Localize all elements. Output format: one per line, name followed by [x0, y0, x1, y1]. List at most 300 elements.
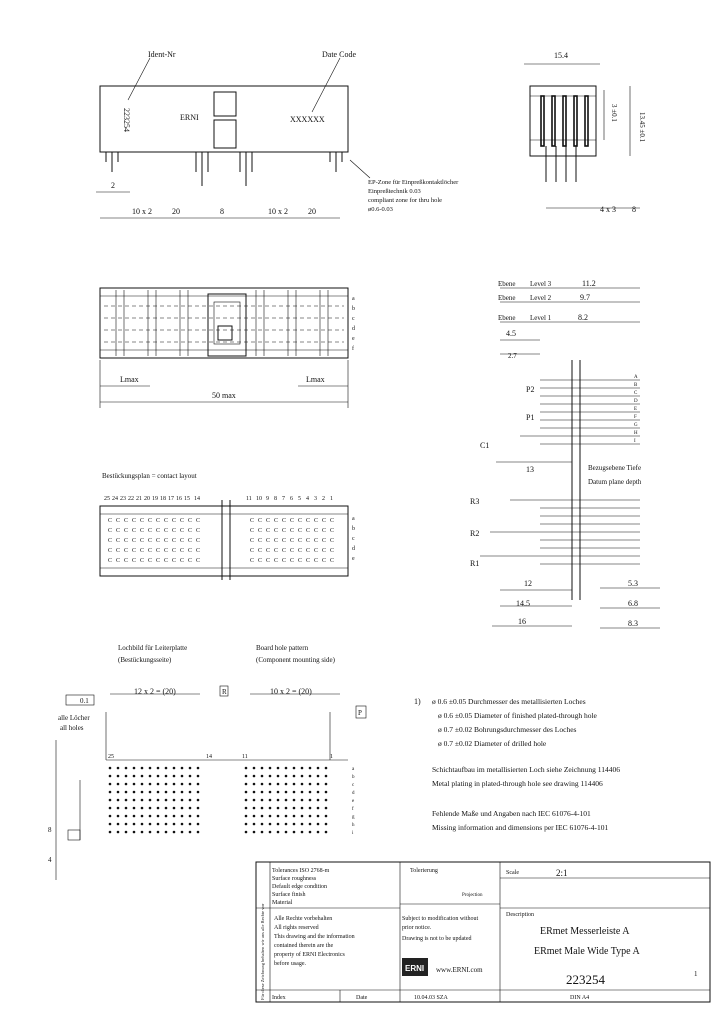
contact-cell-4-2: C [140, 538, 145, 544]
contact-cell-11-1: C [196, 528, 201, 534]
top-row-b: b [352, 306, 355, 312]
contact-num-9: 9 [266, 496, 269, 502]
title-block [256, 862, 710, 1002]
hole-14-4 [261, 799, 264, 802]
hole-13-4 [253, 799, 256, 802]
contact-cell-15-1: C [274, 528, 279, 534]
contact-cell-17-1: C [290, 528, 295, 534]
contact-cell-3-1: C [132, 528, 137, 534]
contact-cell-4-0: C [140, 518, 145, 524]
contact-cell-7-0: C [164, 518, 169, 524]
hole-20-1 [309, 775, 312, 778]
hole-14-5 [261, 807, 264, 810]
note-4: ø 0.7 ±0.02 Diameter of drilled hole [438, 739, 547, 748]
hole-6-6 [157, 815, 160, 818]
contact-cell-16-4: C [282, 558, 287, 564]
rights-1: This drawing and the information [274, 934, 355, 940]
hole-17-5 [285, 807, 288, 810]
dim-10x2-left: 10 x 2 [132, 207, 152, 216]
hole-19-5 [301, 807, 304, 810]
contact-cell-18-1: C [298, 528, 303, 534]
dim-12: 12 [524, 579, 532, 588]
hole-3-7 [133, 823, 136, 826]
contact-row-d: d [352, 546, 355, 552]
date-value: 10.04.03 SZA [414, 995, 448, 1001]
hole-0-3 [109, 791, 112, 794]
hole-18-5 [293, 807, 296, 810]
contact-cell-2-4: C [124, 558, 129, 564]
hole-1-6 [117, 815, 120, 818]
contact-cell-8-2: C [172, 538, 177, 544]
label-r1: R1 [470, 559, 480, 568]
contact-cell-16-3: C [282, 548, 287, 554]
dim-11-2: 11.2 [582, 279, 596, 288]
hole-18-3 [293, 791, 296, 794]
hole-14-8 [261, 831, 264, 834]
hole-row-b: b [352, 775, 355, 780]
hole-20-3 [309, 791, 312, 794]
contact-cell-4-4: C [140, 558, 145, 564]
rights-4: before usage. [274, 961, 306, 967]
contact-cell-18-4: C [298, 558, 303, 564]
tol-1: Tolerances ISO 2768-m [272, 868, 330, 874]
contact-num-7: 7 [282, 496, 285, 502]
contact-cell-15-3: C [274, 548, 279, 554]
hole-9-4 [181, 799, 184, 802]
contact-cell-3-3: C [132, 548, 137, 554]
contact-cell-21-0: C [322, 518, 327, 524]
hole-10-8 [189, 831, 192, 834]
hole-6-8 [157, 831, 160, 834]
contact-cell-15-0: C [274, 518, 279, 524]
level-3: Level 3 [530, 280, 552, 288]
contact-cell-1-3: C [116, 548, 121, 554]
contact-cell-10-1: C [188, 528, 193, 534]
datum-en: Datum plane depth [588, 478, 642, 486]
hole-18-6 [293, 815, 296, 818]
hole-8-3 [173, 791, 176, 794]
hole-4-1 [141, 775, 144, 778]
hole-19-8 [301, 831, 304, 834]
contact-cell-0-3: C [108, 548, 113, 554]
hole-4-4 [141, 799, 144, 802]
contact-cell-1-0: C [116, 518, 121, 524]
hole-12-8 [245, 831, 248, 834]
tol-01: 0.1 [80, 697, 89, 705]
box-p: P [358, 709, 362, 717]
hole-17-3 [285, 791, 288, 794]
contact-row-b: b [352, 526, 355, 532]
dim-2-7: 2.7 [508, 352, 517, 360]
erni-logo [402, 958, 428, 976]
hole-8-4 [173, 799, 176, 802]
contact-num-18: 18 [160, 496, 166, 502]
projection: Projection [462, 893, 483, 898]
hole-num-25: 25 [108, 754, 114, 760]
hole-9-0 [181, 767, 184, 770]
contact-cell-18-0: C [298, 518, 303, 524]
contact-cell-3-0: C [132, 518, 137, 524]
ebene-1: Ebene [498, 314, 516, 322]
contact-cell-18-2: C [298, 538, 303, 544]
contact-cell-5-3: C [148, 548, 153, 554]
hole-15-8 [269, 831, 272, 834]
hole-17-7 [285, 823, 288, 826]
hole-19-7 [301, 823, 304, 826]
hole-9-7 [181, 823, 184, 826]
note-7: Fehlende Maße und Angaben nach IEC 61076-4-101 [432, 809, 591, 818]
hole-7-8 [165, 831, 168, 834]
hole-9-8 [181, 831, 184, 834]
scale-value: 2:1 [556, 868, 568, 878]
subject-2: prior notice. [402, 925, 432, 931]
contact-cell-20-1: C [314, 528, 319, 534]
hole-13-1 [253, 775, 256, 778]
subject-3: Drawing is not to be updated [402, 936, 472, 942]
contact-cell-13-4: C [258, 558, 263, 564]
hole-4-3 [141, 791, 144, 794]
hole-6-7 [157, 823, 160, 826]
hole-12-3 [245, 791, 248, 794]
hole-2-0 [125, 767, 128, 770]
rights-2: contained therein are the [274, 943, 334, 949]
hole-19-0 [301, 767, 304, 770]
hole-1-4 [117, 799, 120, 802]
hole-20-2 [309, 783, 312, 786]
contact-cell-12-2: C [250, 538, 255, 544]
hole-7-1 [165, 775, 168, 778]
hole-5-4 [149, 799, 152, 802]
hole-10-1 [189, 775, 192, 778]
hole-num-11: 11 [242, 754, 248, 760]
label-r2: R2 [470, 529, 480, 538]
hole-9-3 [181, 791, 184, 794]
top-view-slots [116, 290, 328, 356]
hole-2-2 [125, 783, 128, 786]
contact-num-2: 2 [322, 496, 325, 502]
hole-4-8 [141, 831, 144, 834]
hole-19-6 [301, 815, 304, 818]
dim-14-5: 14.5 [516, 599, 530, 608]
hole-22-4 [325, 799, 328, 802]
level-pins-lower [480, 500, 640, 564]
level-letter-g: G [634, 423, 638, 428]
hole-16-8 [277, 831, 280, 834]
scale-label: Scale [506, 870, 519, 876]
hole-7-2 [165, 783, 168, 786]
contact-cell-16-2: C [282, 538, 287, 544]
contact-num-23: 23 [120, 496, 126, 502]
contact-cell-0-1: C [108, 528, 113, 534]
hole-21-8 [317, 831, 320, 834]
contact-row-e: e [352, 556, 355, 562]
hole-20-5 [309, 807, 312, 810]
dim-50max: 50 max [212, 391, 236, 400]
contact-cell-21-1: C [322, 528, 327, 534]
contact-cell-21-2: C [322, 538, 327, 544]
hole-17-0 [285, 767, 288, 770]
hole-1-3 [117, 791, 120, 794]
hole-5-5 [149, 807, 152, 810]
lmax-right: Lmax [306, 375, 325, 384]
contact-cell-4-3: C [140, 548, 145, 554]
contact-cell-2-3: C [124, 548, 129, 554]
dim-13: 13 [526, 465, 534, 474]
contact-cell-19-1: C [306, 528, 311, 534]
hole-dim-4: 4 [48, 856, 52, 864]
level-letter-i: I [634, 439, 636, 444]
contact-cell-19-4: C [306, 558, 311, 564]
contact-cell-9-1: C [180, 528, 185, 534]
contact-cell-2-1: C [124, 528, 129, 534]
contact-cell-8-0: C [172, 518, 177, 524]
hole-0-1 [109, 775, 112, 778]
note-3: ø 0.7 ±0.02 Bohrungsdurchmesser des Loches [438, 725, 577, 734]
hole-2-3 [125, 791, 128, 794]
hole-18-8 [293, 831, 296, 834]
hole-10-7 [189, 823, 192, 826]
hole-1-7 [117, 823, 120, 826]
drawing-no: 223254 [566, 972, 605, 987]
dim-8-front: 8 [220, 207, 224, 216]
contact-cell-6-1: C [156, 528, 161, 534]
hole-11-3 [197, 791, 200, 794]
hole-21-6 [317, 815, 320, 818]
contact-row-c: c [352, 536, 355, 542]
contact-cell-0-0: C [108, 518, 113, 524]
hole-21-5 [317, 807, 320, 810]
contact-cell-2-2: C [124, 538, 129, 544]
contact-cell-5-2: C [148, 538, 153, 544]
dim-20-left: 20 [172, 207, 180, 216]
note-1: ø 0.6 ±0.05 Durchmesser des metallisierten Loches [432, 697, 586, 706]
hole-14-1 [261, 775, 264, 778]
contact-cell-14-1: C [266, 528, 271, 534]
hole-11-2 [197, 783, 200, 786]
hole-5-2 [149, 783, 152, 786]
side-dim-8: 8 [632, 205, 636, 214]
hole-18-1 [293, 775, 296, 778]
hole-7-5 [165, 807, 168, 810]
hole-10-2 [189, 783, 192, 786]
top-row-e: e [352, 336, 355, 342]
dim-5-3: 5.3 [628, 579, 638, 588]
level-letter-c: C [634, 391, 638, 396]
hole-2-7 [125, 823, 128, 826]
hole-10-4 [189, 799, 192, 802]
logo-text: ERNI [405, 964, 425, 973]
hole-17-1 [285, 775, 288, 778]
contact-cell-15-4: C [274, 558, 279, 564]
note-5: Schichtaufbau im metallisierten Loch siehe Zeichnung 114406 [432, 765, 621, 774]
hole-19-2 [301, 783, 304, 786]
hole-13-5 [253, 807, 256, 810]
contact-cell-14-4: C [266, 558, 271, 564]
contact-cell-13-2: C [258, 538, 263, 544]
side-dim-top: 15.4 [554, 51, 568, 60]
contact-cell-10-4: C [188, 558, 193, 564]
contact-num-1: 1 [330, 496, 333, 502]
hole-7-0 [165, 767, 168, 770]
tol-3: Default edge condition [272, 884, 327, 890]
contact-cell-14-2: C [266, 538, 271, 544]
hole-1-0 [117, 767, 120, 770]
contact-cell-20-2: C [314, 538, 319, 544]
hole-21-1 [317, 775, 320, 778]
contact-num-6: 6 [290, 496, 293, 502]
hole-12-4 [245, 799, 248, 802]
hole-1-8 [117, 831, 120, 834]
contact-cell-9-4: C [180, 558, 185, 564]
contact-cell-21-3: C [322, 548, 327, 554]
box-r: R [222, 688, 227, 696]
contact-cell-19-0: C [306, 518, 311, 524]
contact-num-15: 15 [184, 496, 190, 502]
contact-cell-7-4: C [164, 558, 169, 564]
hole-15-6 [269, 815, 272, 818]
title-de: ERmet Messerleiste A [540, 926, 630, 937]
hole-3-2 [133, 783, 136, 786]
note-compliant-4: ø0.6-0.03 [368, 206, 393, 213]
hole-5-1 [149, 775, 152, 778]
contact-cell-19-2: C [306, 538, 311, 544]
label-p2: P2 [526, 385, 535, 394]
hole-15-2 [269, 783, 272, 786]
contact-cells [108, 518, 334, 564]
top-row-f: f [352, 346, 354, 352]
contact-cell-17-2: C [290, 538, 295, 544]
index-label: Index [272, 995, 286, 1001]
note-2: ø 0.6 ±0.05 Diameter of finished plated-through hole [438, 711, 597, 720]
hole-0-2 [109, 783, 112, 786]
hole-6-2 [157, 783, 160, 786]
hole-8-7 [173, 823, 176, 826]
hole-16-4 [277, 799, 280, 802]
hole-5-6 [149, 815, 152, 818]
hole-4-6 [141, 815, 144, 818]
hole-5-7 [149, 823, 152, 826]
hole-13-8 [253, 831, 256, 834]
ebene-3: Ebene [498, 280, 516, 288]
hole-19-3 [301, 791, 304, 794]
dim-pitch: 2 [111, 181, 115, 190]
hole-4-0 [141, 767, 144, 770]
tol-4: Surface finish [272, 892, 306, 898]
hole-12-0 [245, 767, 248, 770]
hole-20-7 [309, 823, 312, 826]
level-1: Level 1 [530, 314, 552, 322]
title-en: ERmet Male Wide Type A [534, 946, 640, 957]
hole-16-7 [277, 823, 280, 826]
contact-num-19: 19 [152, 496, 158, 502]
hole-22-6 [325, 815, 328, 818]
hole-21-2 [317, 783, 320, 786]
hole-0-7 [109, 823, 112, 826]
hole-2-5 [125, 807, 128, 810]
contact-cell-12-3: C [250, 548, 255, 554]
hole-20-0 [309, 767, 312, 770]
contact-cell-10-0: C [188, 518, 193, 524]
contact-cell-18-3: C [298, 548, 303, 554]
hole-2-6 [125, 815, 128, 818]
level-letter-f: F [634, 415, 637, 420]
hole-10-0 [189, 767, 192, 770]
note-compliant-3: compliant zone for thru hole [368, 197, 443, 204]
copyright-de: Alle Rechte vorbehalten [274, 916, 333, 922]
contact-cell-0-4: C [108, 558, 113, 564]
hole-17-6 [285, 815, 288, 818]
hole-16-0 [277, 767, 280, 770]
hole-9-6 [181, 815, 184, 818]
hole-5-8 [149, 831, 152, 834]
hole-3-1 [133, 775, 136, 778]
dim-6-8: 6.8 [628, 599, 638, 608]
contact-num-21: 21 [136, 496, 142, 502]
dim-4-5: 4.5 [506, 329, 516, 338]
hole-4-7 [141, 823, 144, 826]
contact-num-8: 8 [274, 496, 277, 502]
hole-11-4 [197, 799, 200, 802]
contact-cell-1-2: C [116, 538, 121, 544]
front-view [96, 50, 459, 218]
hole-16-5 [277, 807, 280, 810]
hole-row-f: f [352, 807, 354, 812]
hole-9-5 [181, 807, 184, 810]
brand-rotated: ERNI [180, 113, 199, 122]
contact-cell-8-1: C [172, 528, 177, 534]
rights-3: property of ERNI Electronics [274, 952, 345, 958]
hole-0-4 [109, 799, 112, 802]
contact-cell-7-2: C [164, 538, 169, 544]
hole-21-4 [317, 799, 320, 802]
contact-cell-22-3: C [330, 548, 335, 554]
hole-7-6 [165, 815, 168, 818]
hole-17-8 [285, 831, 288, 834]
hole-11-0 [197, 767, 200, 770]
contact-num-24: 24 [112, 496, 118, 502]
side-text: Für diese Zeichnung behalten wir uns alle Rechte vor [260, 903, 265, 1000]
hole-22-1 [325, 775, 328, 778]
hole-8-2 [173, 783, 176, 786]
contact-cell-12-1: C [250, 528, 255, 534]
hole-21-7 [317, 823, 320, 826]
label-c1: C1 [480, 441, 490, 450]
contact-cell-7-3: C [164, 548, 169, 554]
hole-13-0 [253, 767, 256, 770]
contact-cell-11-2: C [196, 538, 201, 544]
contact-cell-12-4: C [250, 558, 255, 564]
hole-3-5 [133, 807, 136, 810]
note-compliant-2: Einpreßtechnik 0.03 [368, 188, 421, 195]
hole-19-1 [301, 775, 304, 778]
note-6: Metal plating in plated-through hole see drawing 114406 [432, 779, 603, 788]
hole-row-i: i [352, 831, 354, 836]
hole-15-7 [269, 823, 272, 826]
contact-cell-17-0: C [290, 518, 295, 524]
hole-21-3 [317, 791, 320, 794]
dim-9-7: 9.7 [580, 293, 590, 302]
hole-5-3 [149, 791, 152, 794]
hole-0-5 [109, 807, 112, 810]
hole-17-4 [285, 799, 288, 802]
hole-18-0 [293, 767, 296, 770]
hole-8-0 [173, 767, 176, 770]
contact-num-16: 16 [176, 496, 182, 502]
contact-cell-7-1: C [164, 528, 169, 534]
tol-2: Surface roughness [272, 876, 317, 882]
hole-row-d: d [352, 791, 355, 796]
hole-22-7 [325, 823, 328, 826]
